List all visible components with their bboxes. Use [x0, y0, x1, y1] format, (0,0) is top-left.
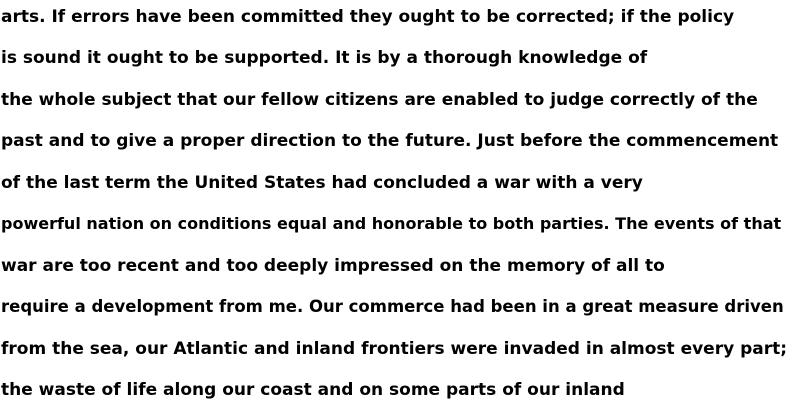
text-line: the waste of life along our coast and on some parts of our inland	[1, 380, 625, 400]
text-line: past and to give a proper direction to the future. Just before the commencement	[1, 131, 779, 151]
text-line: the whole subject that our fellow citizens are enabled to judge correctly of the	[1, 90, 758, 110]
text-line: of the last term the United States had concluded a war with a very	[1, 173, 643, 193]
text-line: arts. If errors have been committed they ought to be corrected; if the policy	[1, 7, 735, 27]
text-line: require a development from me. Our commerce had been in a great measure driven	[1, 297, 784, 316]
text-line: from the sea, our Atlantic and inland frontiers were invaded in almost every part;	[1, 339, 788, 359]
text-line: war are too recent and too deeply impressed on the memory of all to	[1, 256, 665, 276]
text-line: powerful nation on conditions equal and honorable to both parties. The events of that	[1, 214, 782, 233]
text-line: is sound it ought to be supported. It is by a thorough knowledge of	[1, 48, 648, 68]
